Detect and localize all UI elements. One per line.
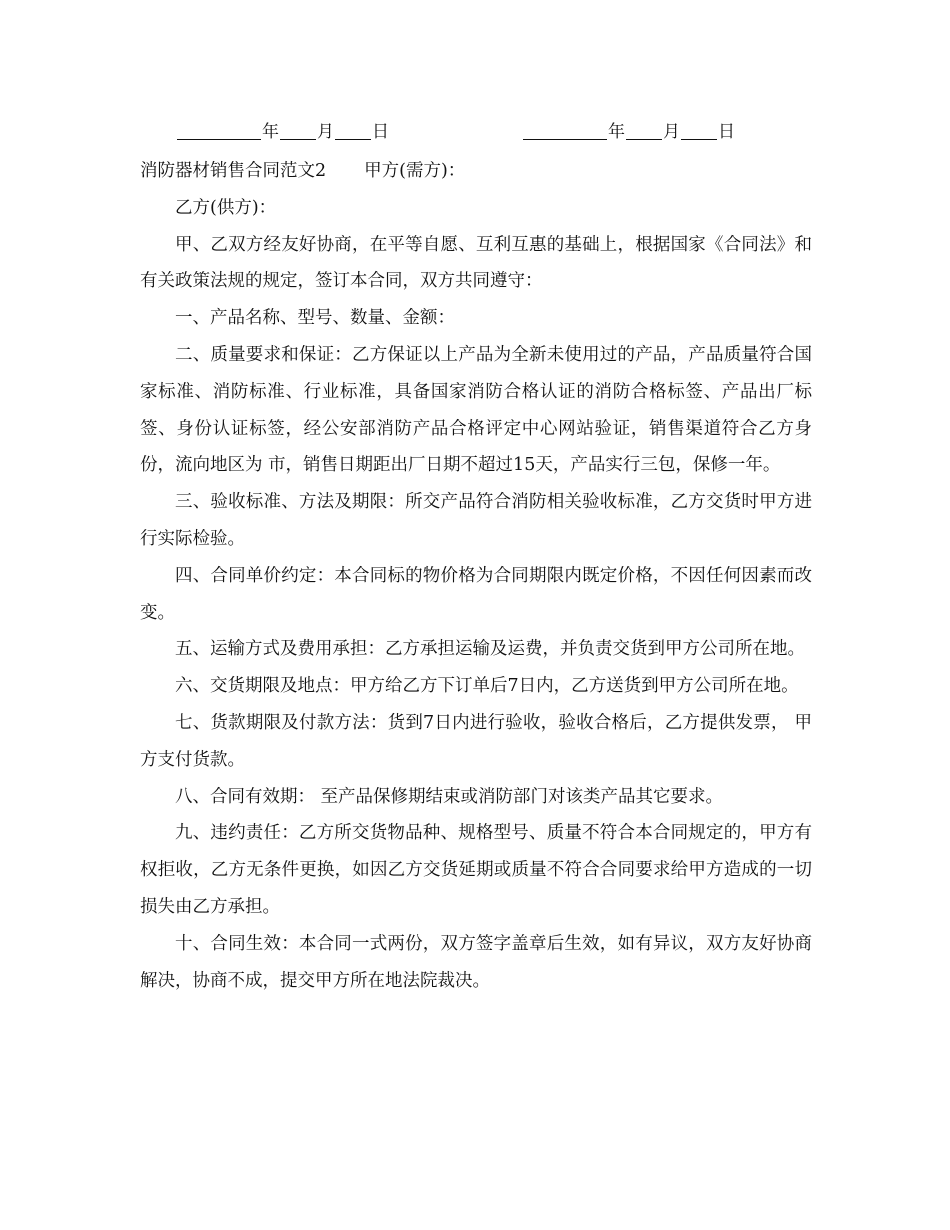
month-blank bbox=[280, 121, 316, 140]
day-label: 日 bbox=[718, 122, 735, 142]
year-label: 年 bbox=[608, 122, 625, 142]
clause-9-liability: 九、违约责任：乙方所交货物品种、规格型号、质量不符合本合同规定的，甲方有权拒收，乙方无条件更换，如因乙方交货延期或质量不符合合同要求给甲方造成的一切损失由乙方承担。 bbox=[140, 823, 812, 917]
clause-7-payment: 七、货款期限及付款方法：货到7日内进行验收，验收合格后，乙方提供发票， 甲方支付货款。 bbox=[140, 712, 812, 770]
clause-3-acceptance: 三、验收标准、方法及期限：所交产品符合消防相关验收标准，乙方交货时甲方进行实际检验。 bbox=[140, 492, 812, 549]
clause-2-quality: 二、质量要求和保证：乙方保证以上产品为全新未使用过的产品，产品质量符合国家标准、消防标准、行业标准，具备国家消防合格认证的消防合格标签、产品出厂标签、身份认证标签，经公安部消防产品合格评定中心网站验证，销售渠道符合乙方身份，流向地区为 市，销售日期距出厂日期不超过15天，产品实行三包，保修一年。 bbox=[140, 344, 812, 476]
party-b-label: 乙方(供方)： bbox=[175, 197, 277, 218]
date-field-right bbox=[523, 118, 736, 146]
title-line bbox=[140, 153, 812, 190]
clause-1-product: 一、产品名称、型号、数量、金额： bbox=[175, 308, 455, 329]
clause-5-transport: 五、运输方式及费用承担：乙方承担运输及运费，并负责交货到甲方公司所在地。 bbox=[175, 639, 805, 660]
contract-body bbox=[140, 153, 812, 999]
day-blank bbox=[681, 121, 717, 140]
year-blank bbox=[523, 121, 607, 140]
month-label: 月 bbox=[317, 122, 334, 142]
preamble-paragraph: 甲、乙双方经友好协商，在平等自愿、互利互惠的基础上，根据国家《合同法》和有关政策法规的规定，签订本合同，双方共同遵守： bbox=[140, 234, 812, 292]
clause-4-price: 四、合同单价约定：本合同标的物价格为合同期限内既定价格，不因任何因素而改变。 bbox=[140, 565, 812, 623]
month-blank bbox=[626, 121, 662, 140]
party-a-label: 甲方(需方)： bbox=[364, 161, 466, 181]
date-field-left bbox=[177, 118, 390, 146]
day-blank bbox=[335, 121, 371, 140]
year-blank bbox=[177, 121, 261, 140]
year-label: 年 bbox=[262, 122, 279, 142]
day-label: 日 bbox=[372, 122, 389, 142]
signature-date-row bbox=[177, 118, 777, 146]
clause-10-effect: 十、合同生效：本合同一式两份，双方签字盖章后生效，如有异议，双方友好协商解决，协商不成，提交甲方所在地法院裁决。 bbox=[140, 933, 812, 991]
month-label: 月 bbox=[663, 122, 680, 142]
clause-8-validity: 八、合同有效期： 至产品保修期结束或消防部门对该类产品其它要求。 bbox=[175, 786, 724, 807]
clause-6-delivery: 六、交货期限及地点：甲方给乙方下订单后7日内，乙方送货到甲方公司所在地。 bbox=[175, 676, 799, 697]
document-title: 消防器材销售合同范文2 bbox=[140, 161, 327, 181]
